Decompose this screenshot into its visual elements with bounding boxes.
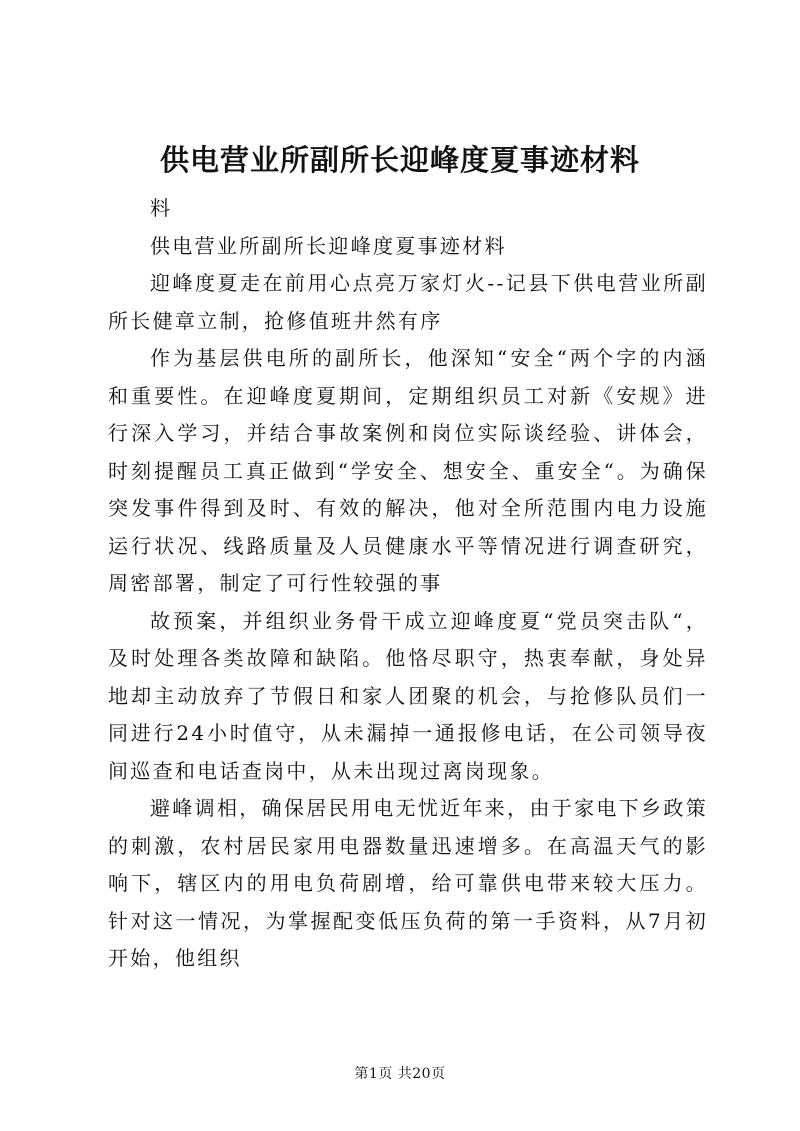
paragraph-heading: 迎峰度夏走在前用心点亮万家灯火--记县下供电营业所副所长健章立制，抢修值班井然有序 <box>108 271 708 333</box>
paragraph-fragment: 料 <box>150 196 173 220</box>
paragraph-peak-load: 避峰调相，确保居民用电无忧近年来，由于家电下乡政策的刺激，农村居民家用电器数量迅速增多。在高温天气的影响下，辖区内的用电负荷剧增，给可靠供电带来较大压力。针对这一情况，为掌握配变低压负荷的第一手资料，从7月初开始，他组织 <box>108 796 708 970</box>
page-footer: 第1页 共20页 <box>354 1066 446 1082</box>
document-title: 供电营业所副所长迎峰度夏事迹材料 <box>159 143 640 177</box>
paragraph-subtitle: 供电营业所副所长迎峰度夏事迹材料 <box>150 233 507 258</box>
paragraph-emergency-team: 故预案，并组织业务骨干成立迎峰度夏“党员突击队“，及时处理各类故障和缺陷。他恪尽职守，热衷奉献，身处异地却主动放弃了节假日和家人团聚的机会，与抢修队员们一同进行24小时值守，从未漏掉一通报修电话，在公司领导夜间巡查和电话查岗中，从未出现过离岗现象。 <box>108 608 708 783</box>
paragraph-safety: 作为基层供电所的副所长，他深知“安全“两个字的内涵和重要性。在迎峰度夏期间，定期组织员工对新《安规》进行深入学习，并结合事故案例和岗位实际谈经验、讲体会，时刻提醒员工真正做到“学安全、想安全、重安全“。为确保突发事件得到及时、有效的解决，他对全所范围内电力设施运行状况、线路质量及人员健康水平等情况进行调查研究，周密部署，制定了可行性较强的事 <box>108 346 708 595</box>
document-body <box>108 190 708 978</box>
